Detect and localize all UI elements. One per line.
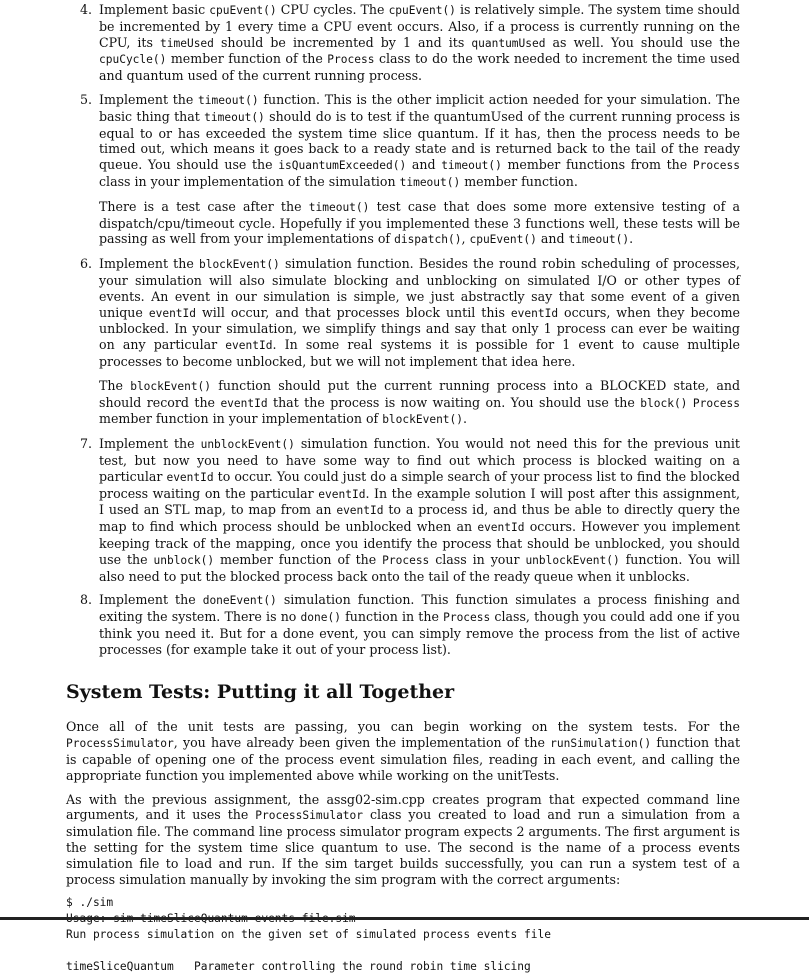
inline-code: blockEvent() xyxy=(130,379,212,393)
step-paragraph: The blockEvent() function should put the current running process into a BLOCKED state, and should record the eventId that the process is now waiting on. You should use the block() Process member function in your implementation of blockEvent(). xyxy=(99,377,741,427)
inline-code: eventId xyxy=(225,339,273,353)
inline-code: done() xyxy=(300,611,341,625)
inline-code: Process xyxy=(382,553,430,567)
inline-code: timeout() xyxy=(568,233,630,247)
inline-code: cpuEvent() xyxy=(209,4,277,17)
step-number: 7. xyxy=(80,436,93,452)
inline-code: eventId xyxy=(148,306,197,320)
code-line: $ ./sim xyxy=(66,896,114,910)
inline-code: eventId xyxy=(318,487,366,501)
step-paragraph: There is a test case after the timeout() test case that does some more extensive testing of a dispatch/cpu/timeout cycle. Hopefully if you implemented these 3 functions well, these tests will be passing as well from your implementations of dispatch(), cpuEvent() and timeout(). xyxy=(99,198,740,247)
inline-code: eventId xyxy=(166,470,214,484)
inline-code: ProcessSimulator xyxy=(255,809,364,823)
inline-code: timeout() xyxy=(204,110,265,124)
inline-code: Process xyxy=(327,53,375,67)
step-6 xyxy=(66,256,740,428)
document-page xyxy=(66,2,740,975)
inline-code: Process xyxy=(443,611,491,625)
step-7 xyxy=(66,436,740,584)
inline-code: quantumUsed xyxy=(471,36,546,50)
inline-code: blockEvent() xyxy=(382,413,464,427)
inline-code: blockEvent() xyxy=(198,258,280,272)
inline-code: unblock() xyxy=(153,553,215,567)
step-number: 6. xyxy=(80,256,93,272)
inline-code: timeout() xyxy=(198,93,259,107)
inline-code: timeout() xyxy=(308,200,370,214)
step-5 xyxy=(66,92,740,248)
step-paragraph: Implement basic cpuEvent() CPU cycles. The cpuEvent() is relatively simple. The system time should be incremented by 1 every time a CPU event occurs. Also, if a process is currently running on the CPU, its timeUsed should be incremented by 1 and its quantumUsed as well. You should use the cpuCycle() member function of the Process class to do the work needed to increment the time used and quantum used of the current running process. xyxy=(99,2,740,84)
inline-code: unblockEvent() xyxy=(525,553,620,567)
inline-code: ProcessSimulator xyxy=(66,737,174,751)
inline-code: doneEvent() xyxy=(202,594,277,608)
code-line: timeSliceQuantum Parameter controlling the round robin time slicing xyxy=(66,960,531,974)
implementation-steps xyxy=(66,2,740,657)
step-4 xyxy=(66,2,740,84)
step-number: 8. xyxy=(80,592,93,608)
inline-code: timeUsed xyxy=(160,36,214,50)
step-number: 4. xyxy=(80,2,93,17)
inline-code: runSimulation() xyxy=(550,737,652,751)
inline-code: timeout() xyxy=(399,175,461,189)
section-paragraph: Once all of the unit tests are passing, you can begin working on the system tests. For the ProcessSimulator, you have already been given the implementation of the runSimulation() function that is capable of opening one of the process event simulation files, reading in each event, and calling the appropriate function you implemented above while working on the unitTests. xyxy=(66,719,740,783)
inline-code: cpuEvent() xyxy=(469,233,537,247)
step-number: 5. xyxy=(80,91,93,107)
inline-code: cpuCycle() xyxy=(99,53,167,67)
command-line-example xyxy=(66,895,740,975)
step-8 xyxy=(66,592,740,657)
inline-code: block() xyxy=(640,396,688,410)
inline-code: Process xyxy=(692,396,740,410)
inline-code: unblockEvent() xyxy=(200,438,295,452)
section-heading: System Tests: Putting it all Together xyxy=(66,681,455,704)
inline-code: eventId xyxy=(220,396,268,410)
inline-code: eventId xyxy=(477,521,525,535)
step-paragraph: Implement the timeout() function. This is the other implicit action needed for your simulation. The basic thing that timeout() should do is to test if the quantumUsed of the current running process is equal to or has exceeded the system time slice quantum. If it has, then the process needs to be timed out, which means it goes back to a ready state and is returned back to the tail of the ready queue. You should use the isQuantumExceeded() and timeout() member functions from the Process class in your implementation of the simulation timeout() member function. xyxy=(99,91,740,189)
inline-code: eventId xyxy=(510,306,559,320)
section-paragraph: As with the previous assignment, the assg02-sim.cpp creates program that expected command line arguments, and it uses the ProcessSimulator class you created to load and run a simulation from a simulation file. The command line process simulator program expects 2 arguments. The first argument is the setting for the system time slice quantum to use. The second is the name of a process events simulation file to load and run. If the sim target builds successfully, you can run a system test of a process simulation manually by invoking the sim program with the correct arguments: xyxy=(66,791,740,887)
inline-code: Process xyxy=(692,159,740,173)
inline-code: isQuantumExceeded() xyxy=(278,159,407,173)
inline-code: cpuEvent() xyxy=(388,4,456,17)
inline-code: dispatch() xyxy=(394,233,462,247)
code-line: Run process simulation on the given set of simulated process events file xyxy=(66,928,551,942)
inline-code: eventId xyxy=(336,504,384,518)
step-paragraph: Implement the blockEvent() simulation function. Besides the round robin scheduling of processes, your simulation will also simulate blocking and unblocking on simulated I/O or other types of events. An event in our simulation is simple, we just abstractly say that some event of a given unique eventId will occur, and that processes block until this eventId occurs, when they become unblocked. In your simulation, we simplify things and say that only 1 process can ever be waiting on any particular eventId. In some real systems it is possible for 1 event to cause multiple processes to become unblocked, but we will not implement that idea here. xyxy=(99,256,740,369)
step-paragraph: Implement the doneEvent() simulation function. This function simulates a process finishing and exiting the system. There is no done() function in the Process class, though you could add one if you think you need it. But for a done event, you can simply remove the process from the list of active processes (for example take it out of your process list). xyxy=(99,592,740,657)
step-paragraph: Implement the unblockEvent() simulation function. You would not need this for the previous unit test, but now you need to have some way to find out which process is blocked waiting on a particular eventId to occur. You could just do a simple search of your process list to find the blocked process waiting on the particular eventId. In the example solution I will post after this assignment, I used an STL map, to map from an eventId to a process id, and thus be able to directly query the map to find which process should be unblocked when an eventId occurs. However you implement keeping track of the mapping, once you identify the process that should be unblocked, you should use the unblock() member function of the Process class in your unblockEvent() function. You will also need to put the blocked process back onto the tail of the ready queue when it unblocks. xyxy=(99,436,741,584)
inline-code: timeout() xyxy=(441,159,502,173)
